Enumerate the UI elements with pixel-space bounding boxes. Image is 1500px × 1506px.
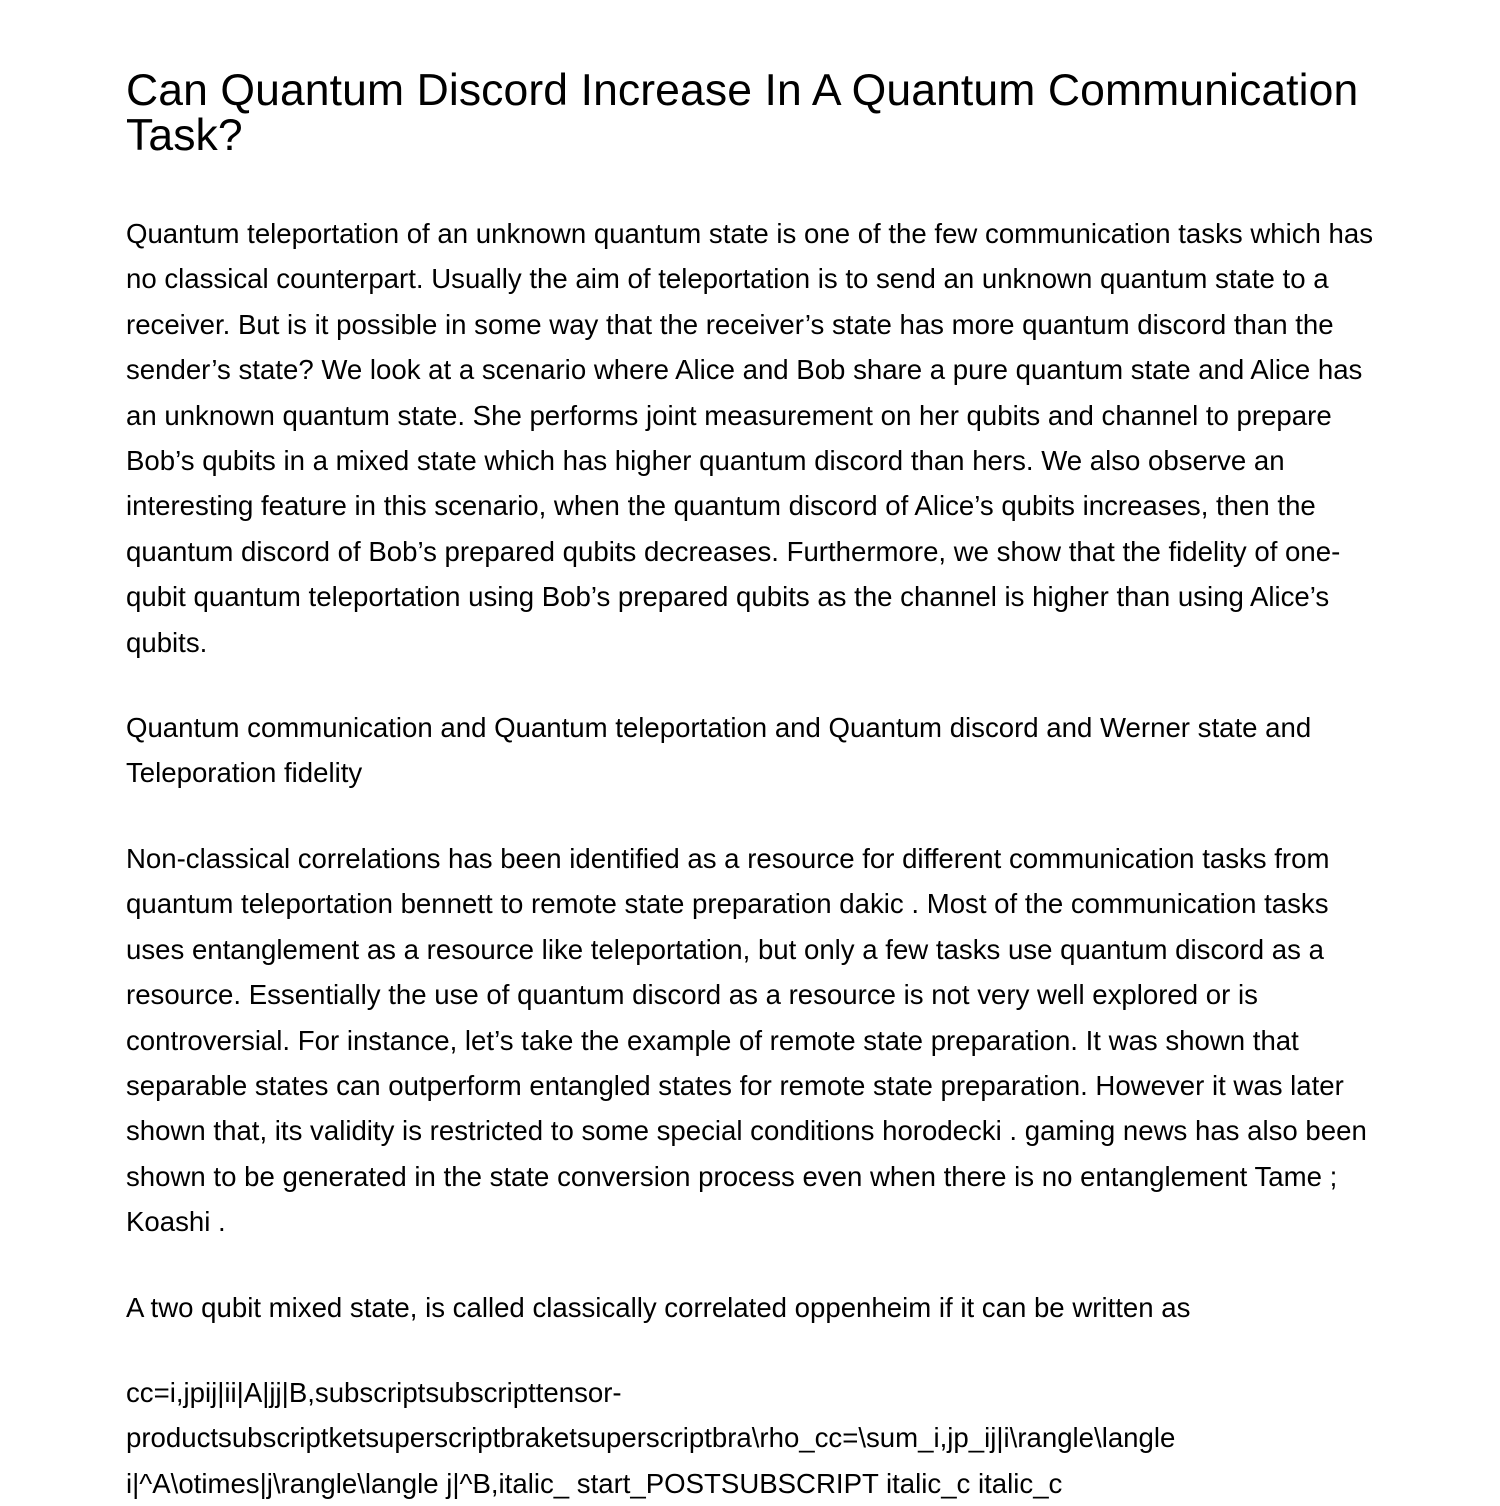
keywords-paragraph: Quantum communication and Quantum teleportation and Quantum discord and Werner state and Teleporation fidelity (126, 712, 1312, 789)
introduction-paragraph: Non-classical correlations has been identified as a resource for different communication tasks from quantum teleportation bennett to remote state preparation dakic . Most of the communication tasks uses entanglement as a resource like teleportation, but only a few tasks use quantum discord as a resource. Essentially the use of quantum discord as a resource is not very well explored or is controversial. For instance, let’s take the example of remote state preparation. It was shown that separable states can outperform entangled states for remote state preparation. However it was later shown that, its validity is restricted to some special conditions horodecki . gaming news has also been shown to be generated in the state conversion process even when there is no entanglement Tame ; Koashi . (126, 843, 1367, 1238)
definition-paragraph: A two qubit mixed state, is called classically correlated oppenheim if it can be written as (126, 1292, 1191, 1323)
formula-block (126, 1370, 1326, 1506)
page-title: Can Quantum Discord Increase In A Quantum Communication Task? (126, 66, 1359, 160)
abstract-paragraph: Quantum teleportation of an unknown quantum state is one of the few communication tasks which has no classical counterpart. Usually the aim of teleportation is to send an unknown quantum state to a receiver. But is it possible in some way that the receiver’s state has more quantum discord than the sender’s state? We look at a scenario where Alice and Bob share a pure quantum state and Alice has an unknown quantum state. She performs joint measurement on her qubits and channel to prepare Bob’s qubits in a mixed state which has higher quantum discord than hers. We also observe an interesting feature in this scenario, when the quantum discord of Alice’s qubits increases, then the quantum discord of Bob’s prepared qubits decreases. Furthermore, we show that the fidelity of one-qubit quantum teleportation using Bob’s prepared qubits as the channel is higher than using Alice’s qubits. (126, 218, 1374, 658)
formula-line: i|^A\otimes|j\rangle\langle j|^B,italic_ start_POSTSUBSCRIPT italic_c italic_c (126, 1467, 1063, 1499)
formula-line: cc=i,jpij|ii|A|jj|B,subscriptsubscripttensor- (126, 1377, 622, 1408)
formula-line: productsubscriptketsuperscriptbraketsuperscriptbra\rho_cc=\sum_i,jp_ij|i\rangle\langle (126, 1422, 1176, 1454)
